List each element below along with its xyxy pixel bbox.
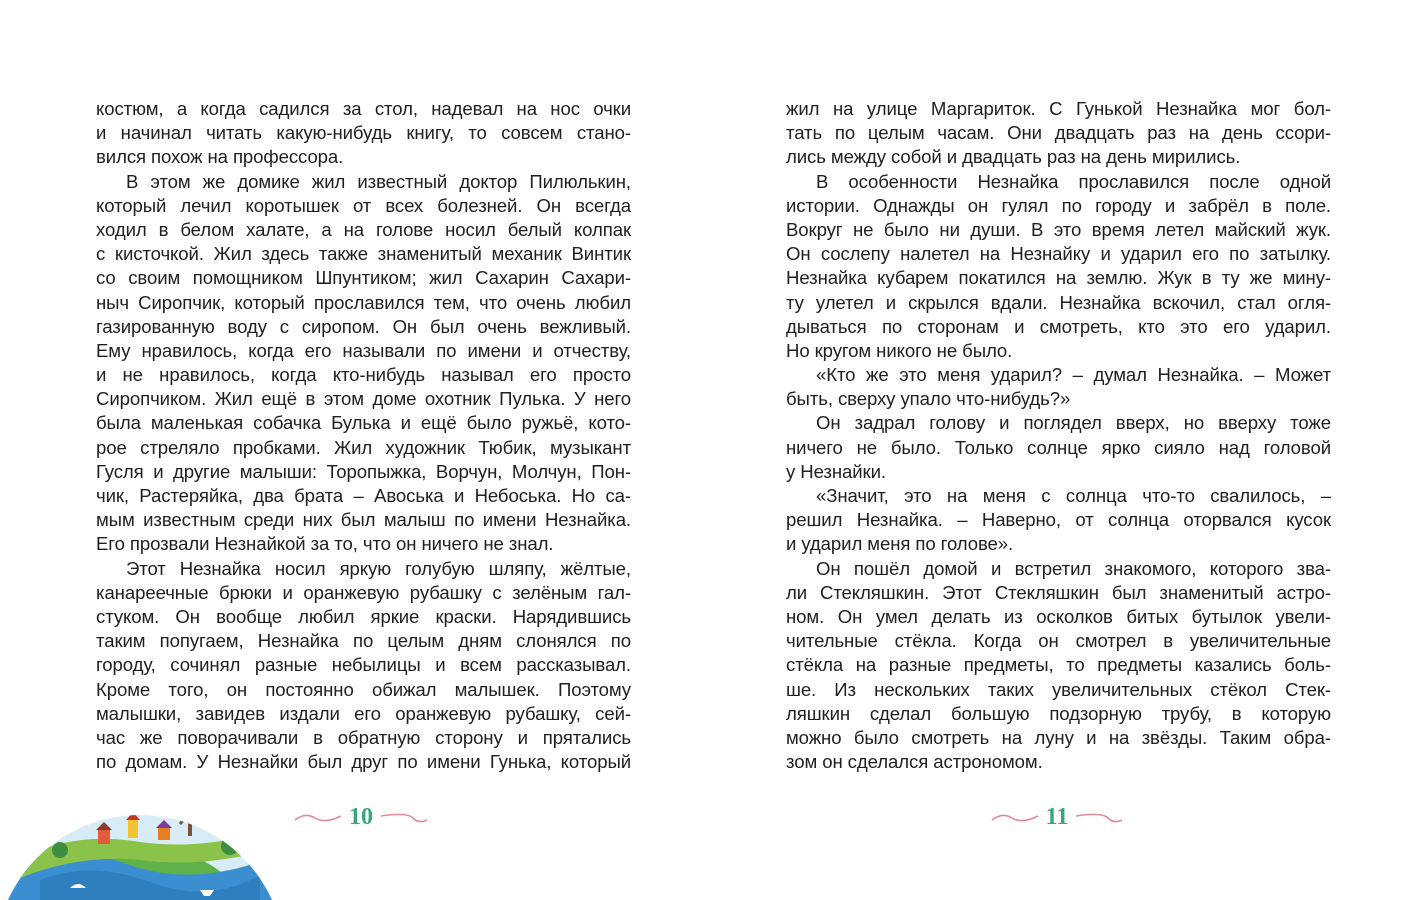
text-line: жил на улице Маргариток. С Гунькой Незнайка мог бол- <box>786 98 1331 119</box>
text-line: Вокруг не было ни души. В это время летел майский жук. <box>786 218 1331 240</box>
text-line: малышки, завидев издали его оранжевую рубашку, сей- <box>96 702 631 724</box>
text-line: Он пошёл домой и встретил знакомого, которого зва- <box>816 557 1331 579</box>
text-line: ном. Он умел делать из осколков битых бутылок увели- <box>786 605 1331 627</box>
text-line: Незнайка кубарем покатился на землю. Жук в ту же мину- <box>786 267 1331 289</box>
text-line: зом он сделался астрономом. <box>786 751 1043 773</box>
swash-ornament <box>1074 810 1124 824</box>
page-number-text: 11 <box>1045 803 1069 830</box>
globe-illustration <box>0 770 290 900</box>
text-line: стёкла на разные предметы, то предметы казались боль- <box>786 654 1331 676</box>
text-line: чительные стёкла. Когда он смотрел в увеличительные <box>786 630 1331 652</box>
text-line: со своим помощником Шпунтиком; жил Сахарин Сахари- <box>96 267 631 289</box>
text-line: В этом же домике жил известный доктор Пилюлькин, <box>126 170 631 192</box>
left-page-text <box>96 97 631 774</box>
text-line: «Кто же это меня ударил? – думал Незнайка. – Может <box>816 364 1331 386</box>
text-line: Но кругом никого не было. <box>786 339 1013 361</box>
text-line: мым известным среди них был малыш по имени Незнайка. <box>96 509 631 531</box>
text-line: решил Незнайка. – Наверно, от солнца оторвался кусок <box>786 509 1331 531</box>
text-line: Этот Незнайка носил яркую голубую шляпу, жёлтые, <box>126 557 631 579</box>
text-line: таким попугаем, Незнайка по целым дням слонялся по <box>96 630 631 652</box>
text-line: по домам. У Незнайки был друг по имени Гунька, который <box>96 751 631 773</box>
text-line: ныч Сиропчик, который прославился тем, что очень любил <box>96 291 631 313</box>
text-line: чик, Растеряйка, два брата – Авоська и Небоська. Но са- <box>96 485 631 506</box>
text-line: Он задрал голову и поглядел вверх, но вверху тоже <box>816 412 1331 434</box>
text-line: Сиропчиком. Жил ещё в этом доме охотник Пулька. У него <box>96 388 631 410</box>
text-line: Гусля и другие малыши: Торопыжка, Ворчун, Молчун, Пон- <box>96 460 631 482</box>
text-line: дываться по сторонам и смотреть, кто это его ударил. <box>786 315 1331 337</box>
page-number-text: 10 <box>349 803 373 830</box>
text-line: Кроме того, он постоянно обижал малышек. Поэтому <box>96 678 631 700</box>
text-line: и начинал читать какую-нибудь книгу, то совсем стано- <box>96 122 631 144</box>
text-line: Ему нравилось, когда его называли по имени и отчеству, <box>96 339 631 361</box>
text-line: ляшкин сделал большую подзорную трубу, в которую <box>786 702 1331 724</box>
text-line: ше. Из нескольких таких увеличительных стёкол Стек- <box>786 678 1331 700</box>
text-line: городу, сочинял разные небылицы и всем рассказывал. <box>96 654 631 676</box>
text-line: стуком. Он вообще любил яркие краски. Нарядившись <box>96 605 631 627</box>
text-line: ходил в белом халате, а на голове носил белый колпак <box>96 218 631 240</box>
text-line: ничего не было. Только солнце ярко сияло над головой <box>786 436 1331 458</box>
text-line: который лечил коротышек от всех болезней. Он всегда <box>96 194 631 216</box>
swash-ornament <box>379 810 429 824</box>
text-line: «Значит, это на меня с солнца что-то свалилось, – <box>816 485 1331 506</box>
text-line: была маленькая собачка Булька и ещё было ружьё, кото- <box>96 412 631 434</box>
text-line: газированную воду с сиропом. Он был очень вежливый. <box>96 315 631 337</box>
text-line: и не нравилось, когда кто-нибудь называл его просто <box>96 364 631 386</box>
text-line: ли Стекляшкин. Этот Стекляшкин был знаменитый астро- <box>786 581 1331 603</box>
text-line: можно было смотреть на луну и на звёзды. Таким обра- <box>786 726 1331 748</box>
text-line: В особенности Незнайка прославился после одной <box>816 170 1331 192</box>
swash-ornament <box>990 810 1040 824</box>
text-line: Он сослепу налетел на Незнайку и ударил его по затылку. <box>786 243 1331 265</box>
text-line: и ударил меня по голове». <box>786 533 1014 555</box>
text-line: Его прозвали Незнайкой за то, что он ничего не знал. <box>96 533 554 555</box>
right-page-text <box>786 97 1331 774</box>
right-page <box>708 0 1416 900</box>
page-number-left <box>286 800 436 834</box>
text-line: рое стреляло пробками. Жил художник Тюбик, музыкант <box>96 436 631 458</box>
text-line: ту улетел и скрылся вдали. Незнайка вскочил, стал огля- <box>786 291 1331 313</box>
swash-ornament <box>293 810 343 824</box>
text-line: тать по целым часам. Они двадцать раз на день ссори- <box>786 122 1331 144</box>
text-line: час же поворачивали в обратную сторону и прятались <box>96 726 631 748</box>
page-number-right <box>982 800 1132 834</box>
text-line: канареечные брюки и оранжевую рубашку с зелёным гал- <box>96 581 631 603</box>
text-line: с кисточкой. Жил здесь также знаменитый механик Винтик <box>96 243 631 265</box>
text-line: у Незнайки. <box>786 460 886 482</box>
text-line: вился похож на профессора. <box>96 146 344 168</box>
text-line: лись между собой и двадцать раз на день мирились. <box>786 146 1241 168</box>
text-line: костюм, а когда садился за стол, надевал на нос очки <box>96 98 631 119</box>
text-line: быть, сверху упало что-нибудь?» <box>786 388 1071 410</box>
text-line: истории. Однажды он гулял по городу и забрёл в поле. <box>786 194 1331 216</box>
